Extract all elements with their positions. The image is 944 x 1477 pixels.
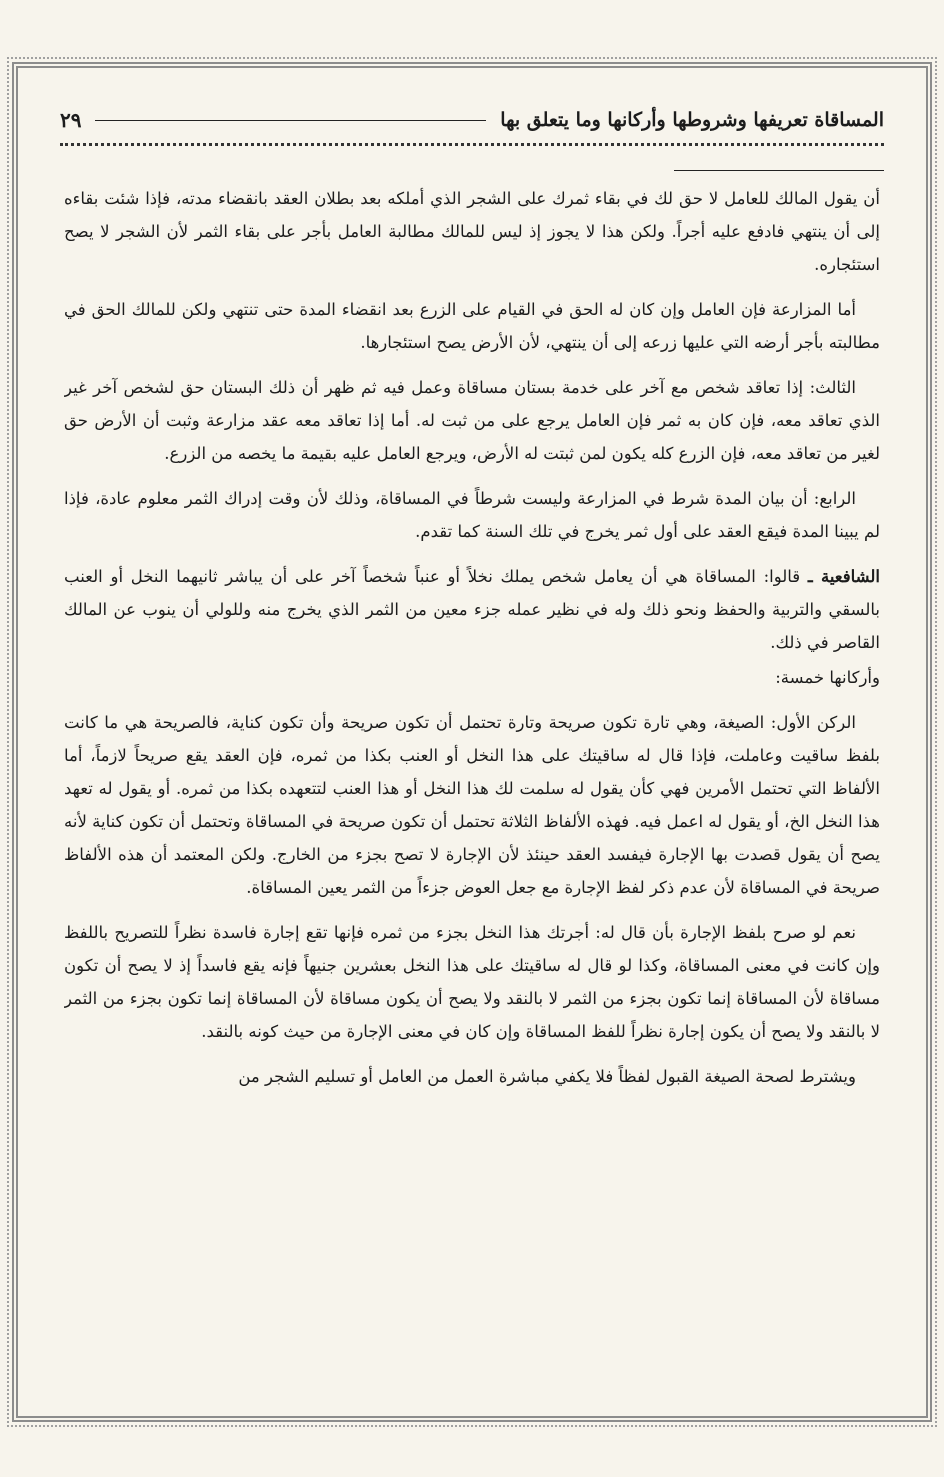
shafiiya-heading: الشافعية ـ: [807, 567, 880, 586]
header-title: المساقاة تعريفها وشروطها وأركانها وما يتعلق بها: [500, 109, 884, 131]
shafiiya-paragraph: [64, 560, 880, 659]
paragraph: الرابع: أن بيان المدة شرط في المزارعة وليست شرطاً في المساقاة، وذلك لأن وقت إدراك الثمر معلوم عادة، فإذا لم يبينا المدة فيقع العقد على أول ثمر يخرج في تلك السنة كما تقدم.: [64, 489, 880, 541]
paragraph: ويشترط لصحة الصيغة القبول لفظاً فلا يكفي مباشرة العمل من العامل أو تسليم الشجر من: [238, 1067, 856, 1086]
paragraph: الركن الأول: الصيغة، وهي تارة تكون صريحة وتارة تحتمل أن تكون صريحة وأن تكون كناية، فالصريحة هي ما كانت بلفظ ساقيت وعاملت، فإذا قال له ساقيتك على هذا النخل أو العنب بكذا من ثمره، فإن العقد يقع صريحاً لازماً، أما الألفاظ التي تحتمل الأمرين فهي كأن يقول له سلمت لك هذا النخل أو هذا العنب لتتعهده بكذا من ثمره. أو يقول له تعهد هذا النخل الخ، أو يقول له اعمل فيه. فهذه الألفاظ الثلاثة تحتمل أن تكون صريحة في المساقاة وتحتمل أن تكون كناية لأنه يصح أن يقول قصدت بها الإجارة فيفسد العقد حينئذ لأن الإجارة لا تصح بجزء من الخارج. ولكن المعتمد أن هذه الألفاظ صريحة في المساقاة لأن عدم ذكر لفظ الإجارة مع جعل العوض جزءاً من الثمر يعين المساقاة.: [64, 713, 880, 897]
running-header: [60, 100, 884, 140]
header-dotted-line: [60, 143, 884, 146]
paragraph: أما المزارعة فإن العامل وإن كان له الحق في القيام على الزرع بعد انقضاء المدة حتى تنتهي ولكن للمالك الحق في مطالبته بأجر أرضه التي عليها زرعه إلى أن ينتهي، لأن الأرض يصح استئجارها.: [64, 300, 880, 352]
paragraph: نعم لو صرح بلفظ الإجارة بأن قال له: أجرتك هذا النخل بجزء من ثمره فإنها تقع إجارة فاسدة نظراً للتصريح باللفظ وإن كانت في معنى المساقاة، وكذا لو قال له ساقيتك على هذا النخل بعشرين جنيهاً فإنه يقع فاسداً إذ لا يصح أن تكون مساقاة لأن المساقاة إنما تكون بجزء من الثمر لا بالنقد ولا يصح أن يكون مساقاة لأن المساقاة إنما تكون بجزء من الثمر لا بالنقد ولا يصح أن يكون إجارة نظراً للفظ المساقاة وإن كان في معنى الإجارة من حيث كونه بالنقد.: [64, 923, 880, 1041]
header-short-rule: [674, 170, 884, 171]
paragraph: الثالث: إذا تعاقد شخص مع آخر على خدمة بستان مساقاة وعمل فيه ثم ظهر أن ذلك البستان حق لشخص آخر غير الذي تعاقد معه، فإن كان به ثمر فإن العامل يرجع على من ثبت له. أما إذا تعاقد معه عقد مزارعة وثبت أن الأرض حق لغير من تعاقد معه، فإن الزرع كله يكون لمن ثبتت له الأرض، ويرجع العامل عليه بقيمة ما يخصه من الزرع.: [64, 378, 880, 463]
page-body: [64, 182, 880, 1377]
paragraph: أن يقول المالك للعامل لا حق لك في بقاء ثمرك على الشجر الذي أملكه بعد بطلان العقد بانقضاء مدته، فإذا شئت بقاءه إلى أن ينتهي فادفع عليه أجراً. ولكن هذا لا يجوز إذ ليس للمالك مطالبة العامل بأجر على بقاء الثمر لأن الشجر لا يصح استئجاره.: [64, 189, 880, 274]
pillars-intro: وأركانها خمسة:: [775, 668, 880, 687]
shafiiya-text: قالوا: المساقاة هي أن يعامل شخص يملك نخلاً أو عنباً شخصاً آخر على أن يباشر ثانيهما النخل أو العنب بالسقي والتربية والحفظ ونحو ذلك وله في نظير عمله جزء معين من الثمر الذي يخرج منه وللولي أن ينوب عن المالك القاصر في ذلك.: [64, 567, 880, 652]
page-number: ٢٩: [60, 108, 82, 132]
header-rule: [95, 120, 486, 121]
